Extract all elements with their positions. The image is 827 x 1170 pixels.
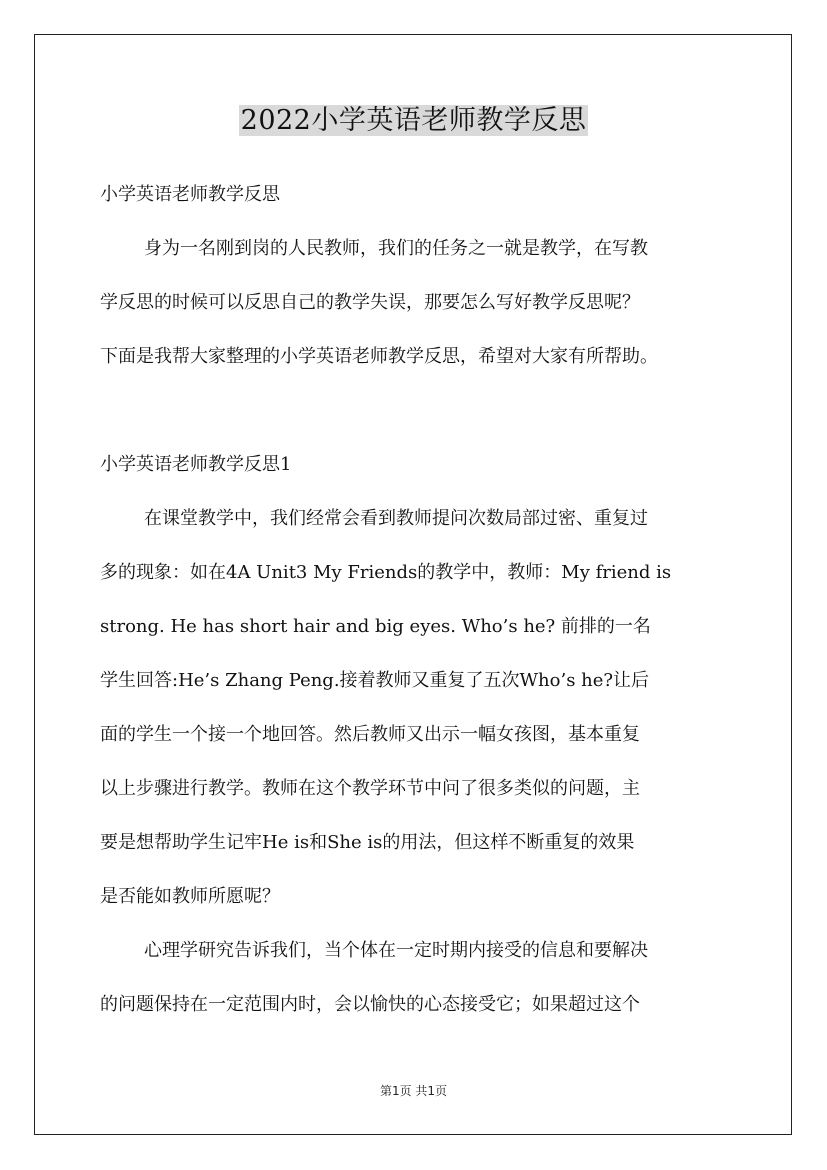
paragraph-line: strong. He has short hair and big eyes. Who’s he? 前排的一名 [100, 616, 651, 637]
paragraph-line: 多的现象：如在4A Unit3 My Friends的教学中，教师：My friend is [100, 562, 672, 583]
paragraph-line: 心理学研究告诉我们，当个体在一定时期内接受的信息和要解决 [144, 940, 648, 961]
page-footer: 第1页 共1页 [379, 1084, 448, 1098]
paragraph-line: 面的学生一个接一个地回答。然后教师又出示一幅女孩图，基本重复 [100, 724, 640, 745]
paragraph-line: 学生回答:He’s Zhang Peng.接着教师又重复了五次Who’s he?让后 [100, 670, 650, 691]
paragraph-line: 是否能如教师所愿呢？ [100, 886, 280, 907]
section-heading-intro: 小学英语老师教学反思 [100, 184, 280, 205]
paragraph-line: 身为一名刚到岗的人民教师，我们的任务之一就是教学，在写教 [144, 238, 648, 259]
paragraph-line: 的问题保持在一定范围内时，会以愉快的心态接受它；如果超过这个 [100, 994, 640, 1015]
paragraph-line: 以上步骤进行教学。教师在这个教学环节中问了很多类似的问题，主 [100, 778, 640, 799]
paragraph-line: 在课堂教学中，我们经常会看到教师提问次数局部过密、重复过 [144, 508, 648, 529]
document-title [0, 102, 827, 140]
paragraph-line: 要是想帮助学生记牢He is和She is的用法，但这样不断重复的效果 [100, 832, 635, 853]
paragraph-line: 下面是我帮大家整理的小学英语老师教学反思，希望对大家有所帮助。 [100, 346, 658, 367]
section-heading-1: 小学英语老师教学反思1 [100, 454, 292, 475]
paragraph-line: 学反思的时候可以反思自己的教学失误，那要怎么写好教学反思呢？ [100, 292, 640, 313]
document-title-text: 2022小学英语老师教学反思 [240, 105, 587, 136]
